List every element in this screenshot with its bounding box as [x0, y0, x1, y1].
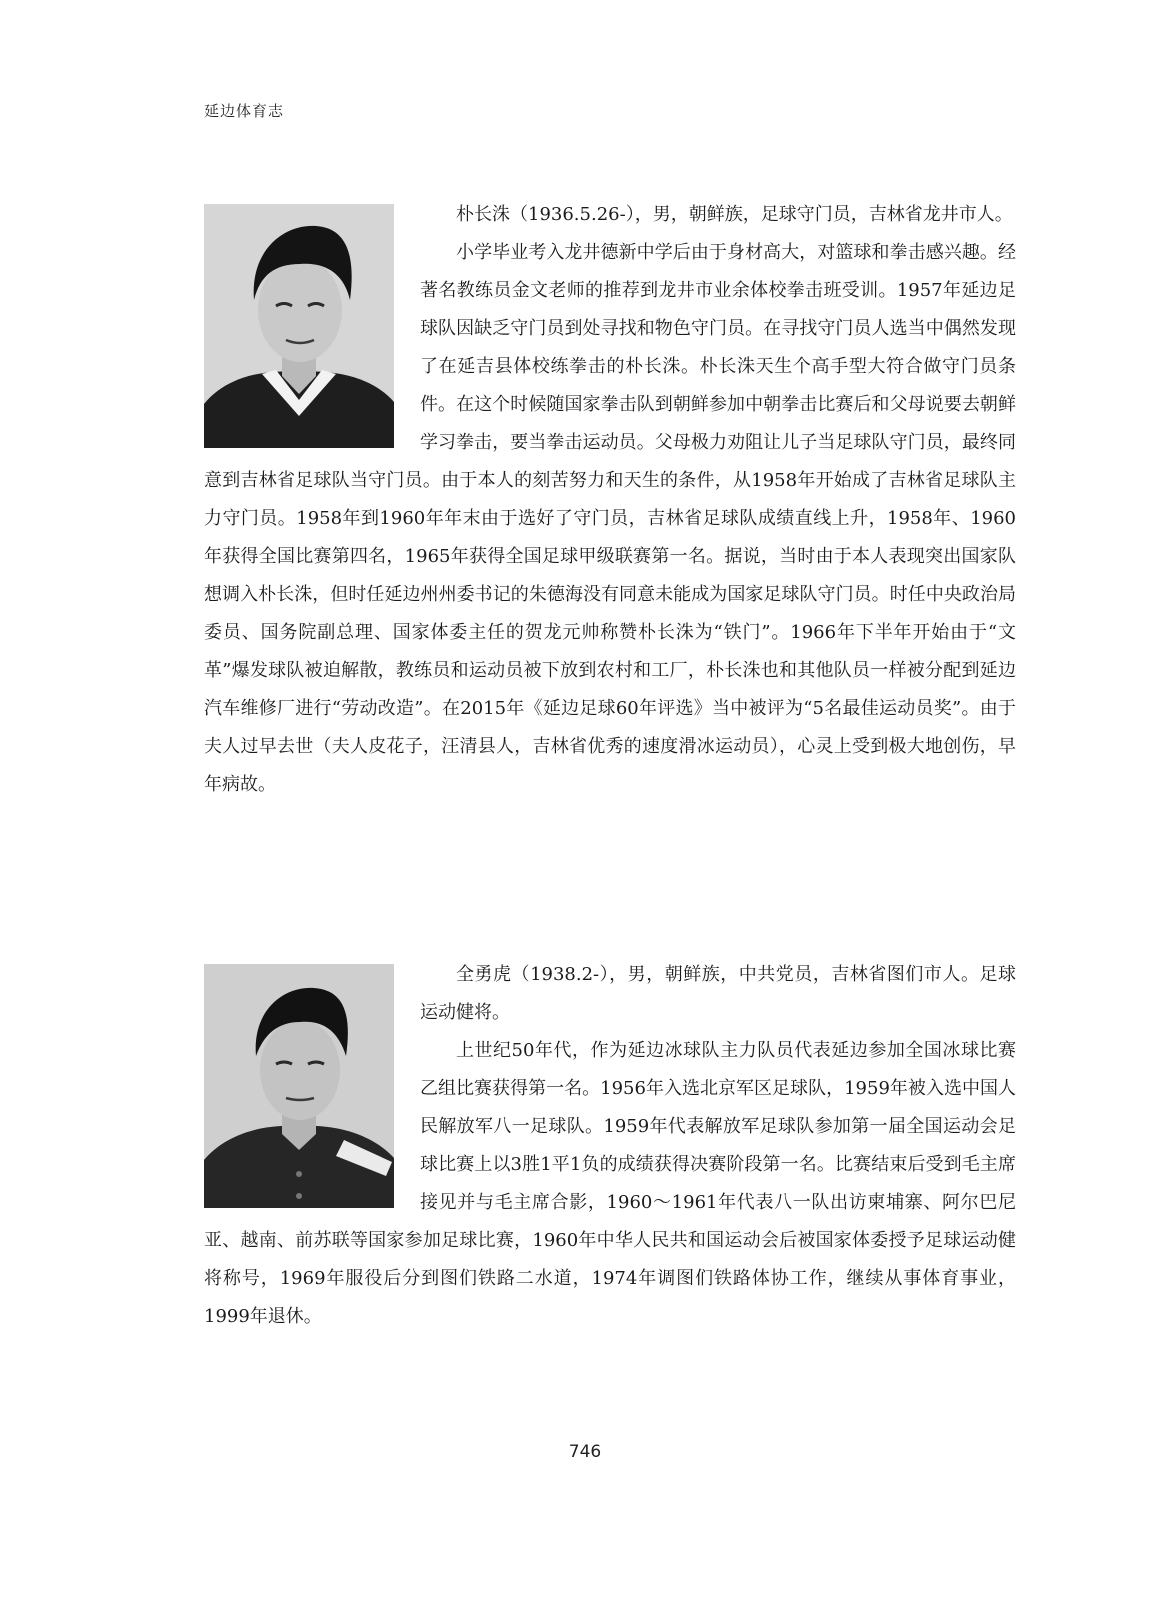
biography-quan-yonghu — [204, 956, 1016, 1336]
portrait-photo — [204, 964, 394, 1208]
portrait-illustration — [204, 204, 394, 448]
bio-intro: 朴长洙（1936.5.26-），男，朝鲜族，足球守门员，吉林省龙井市人。 — [456, 204, 1013, 225]
page-number: 746 — [568, 1442, 602, 1462]
portrait-illustration — [204, 964, 394, 1208]
biography-park-changzhu — [204, 196, 1016, 804]
bio-intro: 全勇虎（1938.2-），男，朝鲜族，中共党员，吉林省图们市人。足球运动健将。 — [420, 964, 1016, 1023]
bio-body: 小学毕业考入龙井德新中学后由于身材高大，对篮球和拳击感兴趣。经著名教练员金文老师的推荐到龙井市业余体校拳击班受训。1957年延边足球队因缺乏守门员到处寻找和物色守门员。在寻找守门员人选当中偶然发现了在延吉县体校练拳击的朴长洙。朴长洙天生个高手型大符合做守门员条件。在这个时候随国家拳击队到朝鲜参加中朝拳击比赛后和父母说要去朝鲜学习拳击，要当拳击运动员。父母极力劝阻让儿子当足球队守门员，最终同意到吉林省足球队当守门员。由于本人的刻苦努力和天生的条件，从1958年开始成了吉林省足球队主力守门员。1958年到1960年年末由于选好了守门员，吉林省足球队成绩直线上升，1958年、1960年获得全国比赛第四名，1965年获得全国足球甲级联赛第一名。据说，当时由于本人表现突出国家队想调入朴长洙，但时任延边州州委书记的朱德海没有同意未能成为国家足球队守门员。时任中央政治局委员、国务院副总理、国家体委主任的贺龙元帅称赞朴长洙为“铁门”。1966年下半年开始由于“文革”爆发球队被迫解散，教练员和运动员被下放到农村和工厂，朴长洙也和其他队员一样被分配到延边汽车维修厂进行“劳动改造”。在2015年《延边足球60年评选》当中被评为“5名最佳运动员奖”。由于夫人过早去世（夫人皮花子，汪清县人，吉林省优秀的速度滑冰运动员），心灵上受到极大地创伤，早年病故。 — [204, 242, 1016, 795]
bio-body: 上世纪50年代，作为延边冰球队主力队员代表延边参加全国冰球比赛乙组比赛获得第一名。1956年入选北京军区足球队，1959年被入选中国人民解放军八一足球队。1959年代表解放军足球队参加第一届全国运动会足球比赛上以3胜1平1负的成绩获得决赛阶段第一名。比赛结束后受到毛主席接见并与毛主席合影，1960～1961年代表八一队出访柬埔寨、阿尔巴尼亚、越南、前苏联等国家参加足球比赛，1960年中华人民共和国运动会后被国家体委授予足球运动健将称号，1969年服役后分到图们铁路二水道，1974年调图们铁路体协工作，继续从事体育事业，1999年退休。 — [204, 1040, 1016, 1327]
running-title: 延边体育志 — [204, 102, 285, 120]
portrait-photo — [204, 204, 394, 448]
